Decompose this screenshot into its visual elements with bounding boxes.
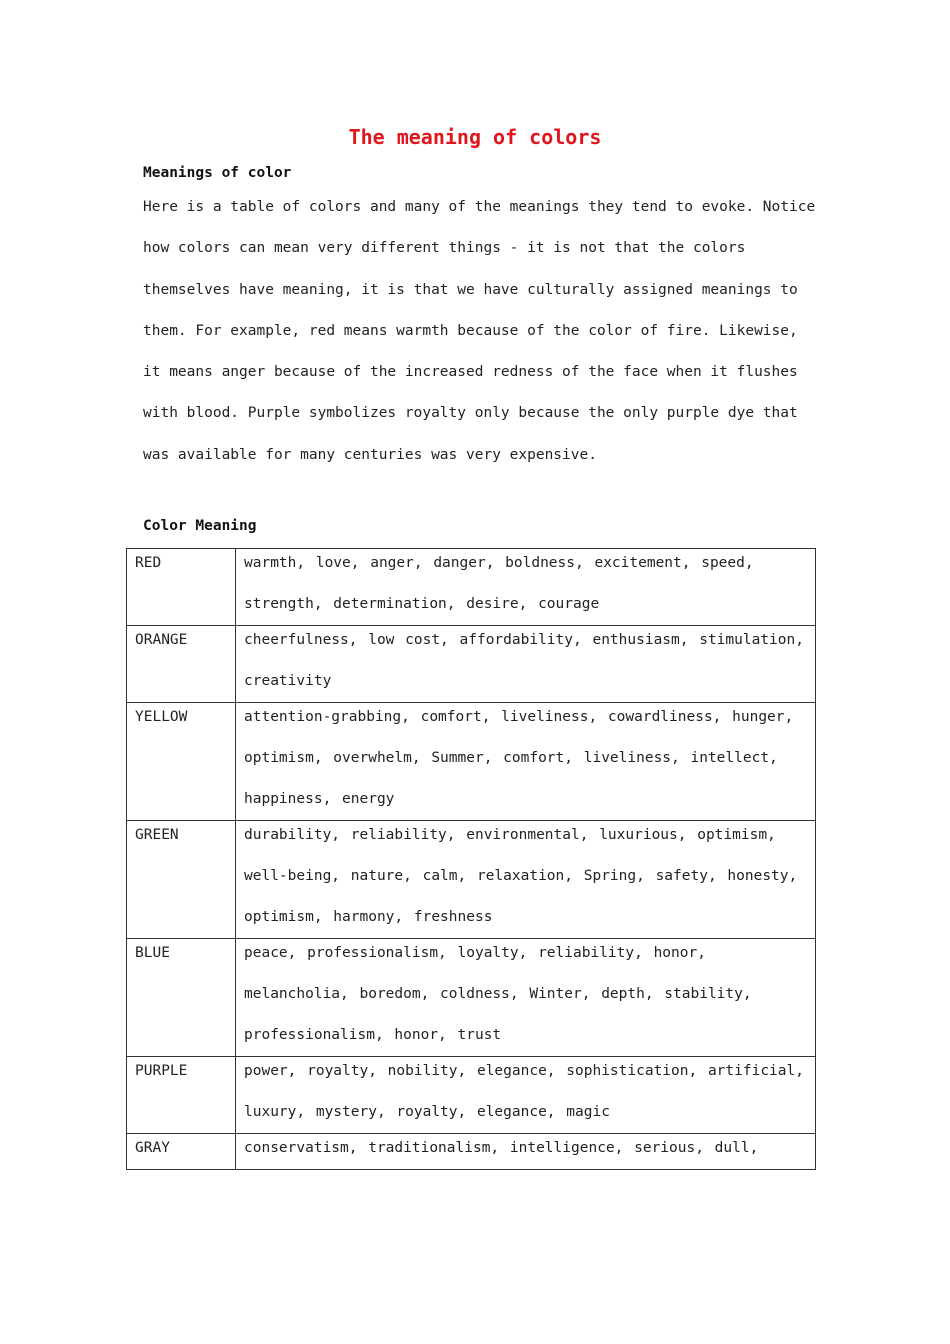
color-name-cell: ORANGE [127,626,236,703]
table-row [127,939,816,1057]
color-meaning-cell: peace, professionalism, loyalty, reliability, honor, melancholia, boredom, coldness, Winter, depth, stability, professionalism, honor, trust [236,939,816,1057]
color-meaning-cell: power, royalty, nobility, elegance, sophistication, artificial, luxury, mystery, royalty, elegance, magic [236,1057,816,1134]
table-row [127,549,816,626]
page-title: The meaning of colors [348,125,602,149]
color-meaning-cell: warmth, love, anger, danger, boldness, excitement, speed, strength, determination, desire, courage [236,549,816,626]
color-name-cell: PURPLE [127,1057,236,1134]
color-meaning-cell: durability, reliability, environmental, luxurious, optimism, well-being, nature, calm, relaxation, Spring, safety, honesty, optimism, harmony, freshness [236,821,816,939]
color-meaning-cell: cheerfulness, low cost, affordability, enthusiasm, stimulation, creativity [236,626,816,703]
color-name-cell: BLUE [127,939,236,1057]
table-row [127,821,816,939]
color-name-cell: GRAY [127,1134,236,1170]
table-row [127,1134,816,1170]
table-row [127,1057,816,1134]
table-heading: Color Meaning [143,518,257,534]
table-row [127,626,816,703]
intro-paragraph: Here is a table of colors and many of the meanings they tend to evoke. Notice how colors can mean very different things - it is not that the colors themselves have meaning, it is that we have culturally assigned meanings to them. For example, red means warmth because of the color of fire. Likewise, it means anger because of the increased redness of the face when it flushes with blood. Purple symbolizes royalty only because the only purple dye that was available for many centuries was very expensive. [143,199,816,463]
color-meaning-cell: conservatism, traditionalism, intelligence, serious, dull, [236,1134,816,1170]
table-row [127,703,816,821]
color-meaning-table [126,548,816,1170]
color-meaning-cell: attention-grabbing, comfort, liveliness, cowardliness, hunger, optimism, overwhelm, Summer, comfort, liveliness, intellect, happiness, energy [236,703,816,821]
section-heading: Meanings of color [143,165,292,181]
color-name-cell: YELLOW [127,703,236,821]
color-name-cell: RED [127,549,236,626]
color-name-cell: GREEN [127,821,236,939]
